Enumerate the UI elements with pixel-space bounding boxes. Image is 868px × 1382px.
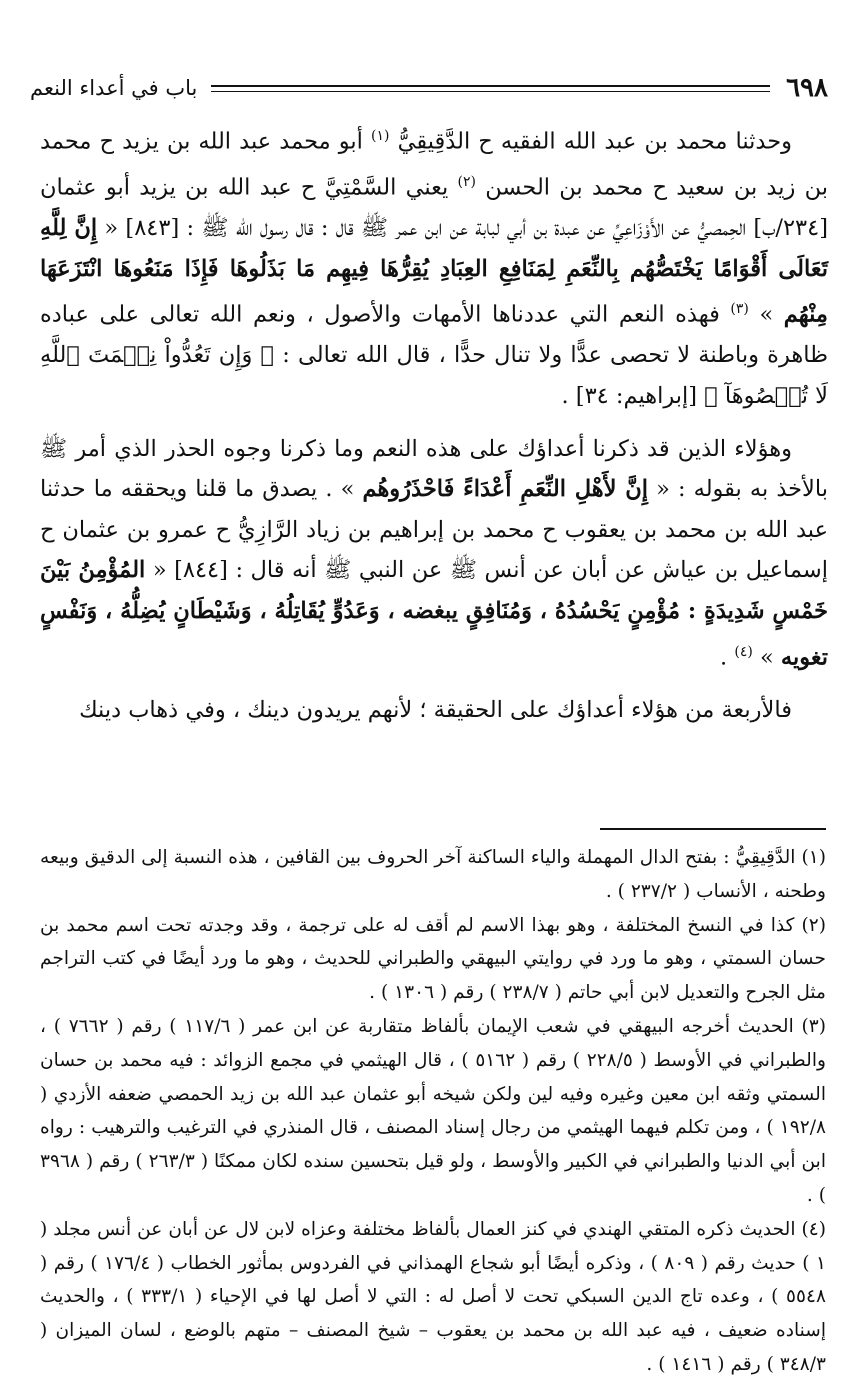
header-rule — [211, 85, 770, 92]
hadith-text: المُؤْمِنُ بَيْنَ خَمْسٍ شَدِيدَةٍ : مُؤْمِنٍ يَحْسُدُهُ ، وَمُنَافِقٍ يبغضه ، وَعَدُوٍّ يُقَاتِلُهُ ، وَشَيْطَانٍ يُضِلُّهُ ، وَنَفْسٍ تغويه — [40, 557, 828, 671]
footnote: (٣) الحديث أخرجه البيهقي في شعب الإيمان بألفاظ متقاربة عن ابن عمر ( ١١٧/٦ ) رقم ( ٧٦٦٢ ) ، والطبراني في الأوسط ( ٢٢٨/٥ ) رقم ( ٥١٦٢ ) ، قال الهيثمي في مجمع الزوائد : فيه محمد بن حسان السمتي وثقه ابن معين وغيره وفيه لين ولكن شيخه أبو عثمان عبد الله بن زيد الحمصي ضعفه الأزدي ( ١٩٢/٨ ) ، ومن تكلم فيهما الهيثمي من رجال إسناد المصنف ، قال المنذري في الترغيب والترهيب : رواه ابن أبي الدنيا والطبراني في الكبير والأوسط ، ولو قيل بتحسين سنده لكان ممكنًا ( ٢٦٣/٣ ) رقم ( ٣٩٦٨ ) . — [40, 1015, 826, 1206]
hadith-text: إِنَّ لِلَّهِ تَعَالَى أَقْوَامًا يَخْتَصُّهُم بِالنِّعَمِ لِمَنَافِعِ العِبَادِ يُقِرُّهَا فِيهِم مَا بَذَلُوهَا فَإِذَا مَنَعُوهَا انْتَزَعَهَا مِنْهُم — [40, 215, 828, 328]
footnote-ref: (٣) — [730, 301, 749, 318]
text-run: وهؤلاء الذين قد ذكرنا أعداؤك على هذه النعم وما ذكرنا وجوه الحذر الذي أمر ﷺ بالأخذ به بقوله : « — [40, 435, 828, 503]
paragraph — [40, 429, 828, 678]
text-run: أبو محمد عبد الله بن يزيد ح محمد بن زيد بن سعيد ح محمد بن الحسن — [40, 128, 828, 201]
paragraph — [40, 116, 828, 417]
footnote-ref: (٤) — [734, 643, 753, 660]
main-text — [40, 116, 828, 730]
paragraph: فالأربعة من هؤلاء أعداؤك على الحقيقة ؛ لأنهم يريدون دينك ، وفي ذهاب دينك — [79, 696, 792, 723]
footnote: (٤) الحديث ذكره المتقي الهندي في كنز العمال بألفاظ مختلفة وعزاه لابن لال عن أبان عن أنس مجلد ( ١ ) حديث رقم ( ٨٠٩ ) ، وذكره أيضًا أبو شجاع الهمذاني في الفردوس بمأثور الخطاب ( ١٧٦/٤ ) رقم ( ٥٥٤٨ ) ، وعده تاج الدين السبكي تحت لا أصل له : التي لا أصل لها في الإحياء ( ٣٣٣/١ ) ، والحديث إسناده ضعيف ، فيه عبد الله بن محمد بن يعقوب – شيخ المصنف – متهم بالوضع ، لسان الميزان ( ٣٤٨/٣ ) رقم ( ١٤١٦ ) . — [40, 1218, 826, 1375]
text-run: يعني السَّمْتِيَّ ح عبد الله بن يزيد أبو عثمان [٢٣٤/ب] الحِمصيُّ عن الأَوْزَاعِيِّ عن عبدة بن أبي لبابة عن ابن عمر ﷺ قال : قال رسول الله ﷺ : [٨٤٣] « — [40, 174, 829, 242]
footnote: (٢) كذا في النسخ المختلفة ، وهو بهذا الاسم لم أقف له على ترجمة ، وقد وجدته تحت اسم محمد بن حسان السمتي ، وهو ما ورد في روايتي البيهقي والطبراني للحديث ، وهو ما ورد أيضًا في كتب التراجم مثل الجرح والتعديل لابن أبي حاتم ( ٢٣٨/٧ ) رقم ( ١٣٠٦ ) . — [40, 914, 827, 1004]
footnote-separator — [600, 828, 826, 830]
footnote-ref: (٢) — [457, 174, 476, 191]
footnotes — [40, 841, 826, 1382]
page-number: ٦٩٨ — [786, 73, 828, 103]
text-run: » — [759, 301, 774, 328]
footnote-ref: (١) — [371, 128, 390, 144]
text-run: . — [720, 644, 728, 671]
running-header — [30, 70, 828, 106]
footnote: (١) الدَّقِيقِيُّ : بفتح الدال المهملة والياء الساكنة آخر الحروف بين القافين ، هذه النسبة إلى الدقيق وبيعه وطحنه ، الأنساب ( ٢٣٧/٢ ) . — [40, 847, 826, 902]
text-run: فهذه النعم التي عددناها الأمهات والأصول ، ونعم الله تعالى على عباده ظاهرة وباطنة لا تحصى عدًّا ولا تنال حدًّا ، قال الله تعالى : ﴿ وَإِن تَعُدُّواْ نِعۡمَتَ ٱللَّهِ لَا تُحۡصُوهَآ ﴾ [إبراهيم: ٣٤] . — [40, 301, 828, 410]
hadith-text: إِنَّ لأَهْلِ النِّعَمِ أَعْدَاءً فَاحْذَرُوهُم — [362, 476, 649, 503]
text-run: » . يصدق ما قلنا ويحققه ما حدثنا عبد الله بن محمد بن يعقوب ح محمد بن إبراهيم بن زياد الرَّازِيُّ ح عمرو بن عثمان ح إسماعيل بن عياش عن أبان عن أنس ﷺ عن النبي ﷺ أنه قال : [٨٤٤] « — [40, 476, 828, 584]
chapter-title: باب في أعداء النعم — [30, 76, 198, 100]
text-run: وحدثنا محمد بن عبد الله الفقيه ح الدَّقِيقِيُّ — [397, 128, 793, 155]
text-run: » — [759, 644, 774, 671]
